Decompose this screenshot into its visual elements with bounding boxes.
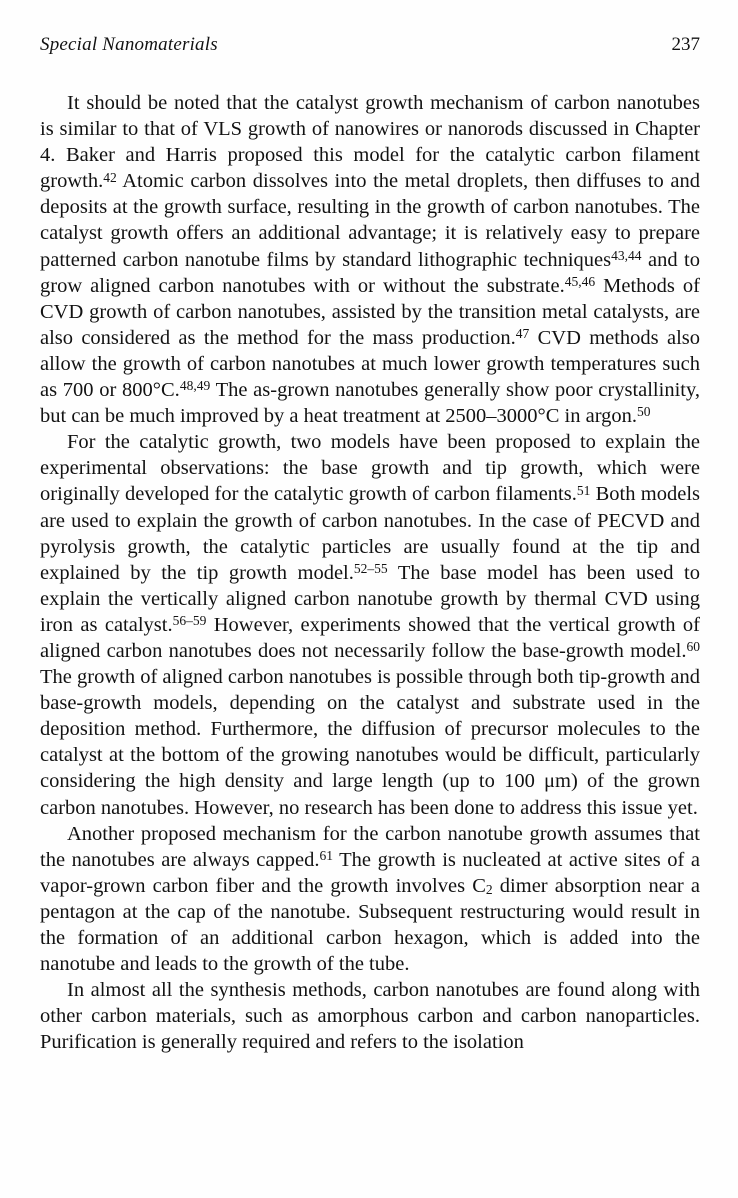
text-run: It should be noted that the catalyst growth mechanism of carbon nanotubes is similar to that of VLS growth of nanowires or nanorods discussed in Chapter 4. Baker and Harris proposed this model for the catalytic carbon filament growth.: [40, 92, 700, 193]
text-run: For the catalytic growth, two models have been proposed to explain the experimental observations: the base growth and tip growth, which were originally developed for the catalytic growth of carbon filaments.: [40, 431, 700, 506]
running-title: Special Nanomaterials: [40, 34, 218, 55]
text-run: and to grow aligned carbon nanotubes with or without the substrate.: [40, 248, 701, 297]
citation-superscript: 43,44: [611, 247, 642, 263]
text-run: In almost all the synthesis methods, carbon nanotubes are found along with other carbon materials, such as amorphous carbon and carbon nanoparticles. Purification is generally required and refers to the isolation: [40, 979, 700, 1054]
citation-superscript: 45,46: [564, 273, 596, 289]
citation-superscript: 56–59: [172, 613, 207, 629]
citation-superscript: 61: [319, 848, 333, 864]
paragraph: [40, 977, 700, 1055]
citation-superscript: 50: [637, 404, 651, 420]
page-header: [40, 34, 700, 56]
text-run: The as-grown nanotubes generally show poor crystallinity, but can be much improved by a heat treatment at 2500–3000°C in argon.: [40, 379, 701, 428]
citation-superscript: 60: [686, 639, 700, 655]
text-run: dimer absorption near a pentagon at the cap of the nanotube. Subsequent restructuring would result in the formation of an additional carbon hexagon, which is added into the nanotube and leads to the growth of the tube.: [40, 874, 701, 976]
text-run: Another proposed mechanism for the carbon nanotube growth assumes that the nanotubes are always capped.: [40, 822, 700, 871]
citation-superscript: 52–55: [353, 561, 388, 577]
citation-superscript: 42: [103, 169, 117, 185]
text-run: However, experiments showed that the vertical growth of aligned carbon nanotubes does not necessarily follow the base-growth model.: [40, 613, 700, 662]
citation-superscript: 51: [576, 482, 591, 498]
page-body: [40, 90, 700, 1055]
text-run: Methods of CVD growth of carbon nanotubes, assisted by the transition metal catalysts, are also considered as the method for the mass production.: [40, 274, 701, 349]
text-run: The growth is nucleated at active sites of a vapor-grown carbon fiber and the growth involves C: [40, 848, 701, 897]
citation-superscript: 47: [515, 326, 530, 342]
paragraph: [40, 90, 700, 429]
paragraph: [40, 429, 700, 820]
text-run: The growth of aligned carbon nanotubes is possible through both tip-growth and base-growth models, depending on the catalyst and substrate used in the deposition method. Furthermore, the diffusion of precursor molecules to the catalyst at the bottom of the growing nanotubes would be difficult, particularly considering the high density and large length (up to 100 μm) of the grown carbon nanotubes. However, no research has been done to address this issue yet.: [40, 666, 700, 819]
paragraph: [40, 821, 700, 978]
text-run: Atomic carbon dissolves into the metal droplets, then diffuses to and deposits at the growth surface, resulting in the growth of carbon nanotubes. The catalyst growth offers an additional advantage; it is relatively easy to prepare patterned carbon nanotube films by standard lithographic techniques: [40, 170, 700, 271]
text-run: Both models are used to explain the growth of carbon nanotubes. In the case of PECVD and pyrolysis growth, the catalytic particles are usually found at the tip and explained by the tip growth model.: [40, 483, 700, 584]
page-number: 237: [671, 34, 700, 55]
text-run: CVD methods also allow the growth of carbon nanotubes at much lower growth temperatures such as 700 or 800°C.: [40, 326, 700, 402]
chemical-subscript: 2: [485, 882, 493, 898]
text-run: The base model has been used to explain the vertically aligned carbon nanotube growth by thermal CVD using iron as catalyst.: [40, 561, 700, 636]
citation-superscript: 48,49: [179, 378, 211, 394]
